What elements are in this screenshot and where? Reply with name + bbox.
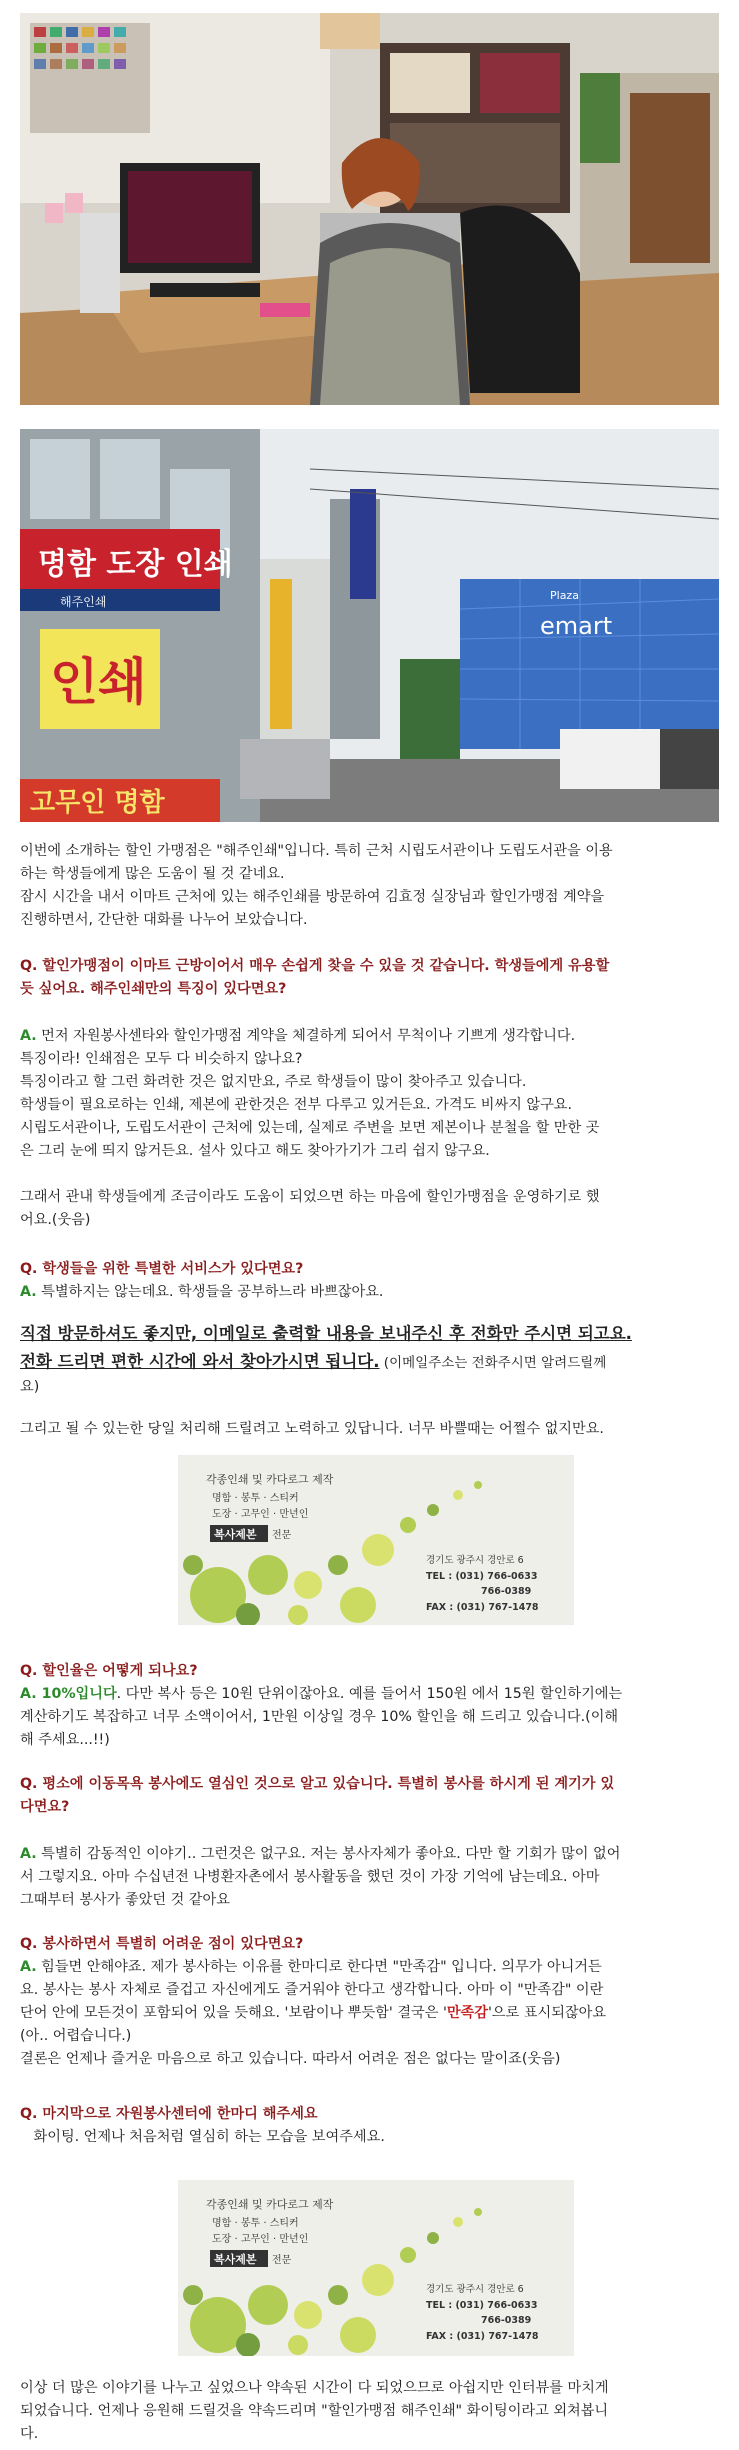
a-text: 특별하지는 않는데요. 학생들을 공부하느라 바쁘잖아요. (36, 1284, 384, 1300)
contact-note: (이메일주소는 전화주시면 알려드릴께 (379, 1355, 607, 1371)
card-line: 명함 · 봉투 · 스티커 (212, 2218, 299, 2229)
sign-emart: emart (540, 612, 613, 640)
a-text: '으로 표시되잖아요 (487, 2005, 607, 2021)
card-tel: 766-0389 (481, 1586, 532, 1597)
question-1 (20, 955, 722, 1001)
office-photo-illustration (20, 13, 719, 405)
card-tel-label: TEL : (426, 1571, 456, 1582)
card-tel: (031) 766-0633 (455, 2300, 538, 2311)
a-text: . 다만 복사 등은 10원 단위이잖아요. 예를 들어서 150원 에서 15원 할인하기에는 (116, 1686, 623, 1702)
same-day-text: 그리고 될 수 있는한 당일 처리해 드릴려고 노력하고 있답니다. 너무 바쁠때는 어쩔수 없지만요. (20, 1421, 604, 1437)
question-2 (20, 1258, 722, 1304)
card-address: 경기도 광주시 경안로 6 (426, 2284, 524, 2295)
svg-text:FAX : (031) 767-1478 (426, 2331, 539, 2342)
intro-paragraph (20, 840, 722, 932)
a-text: 결론은 언제나 즐거운 마음으로 하고 있습니다. 따라서 어려운 점은 없다는 말이죠(웃음) (20, 2051, 561, 2067)
intro-line: 하는 학생들에게 많은 도움이 될 것 같네요. (20, 866, 285, 882)
q-prefix: Q. (20, 1936, 38, 1952)
card-badge: 복사제본 (214, 2253, 257, 2266)
business-card-image (178, 1455, 574, 1625)
a-text: 단어 안에 모든것이 포함되어 있을 듯해요. '보람이나 뿌듯함' 결국은 ' (20, 2005, 447, 2021)
a-prefix: A. (20, 1028, 37, 1044)
business-card (178, 2180, 574, 2356)
a-text: 학생들이 필요로하는 인쇄, 제본에 관한것은 전부 다루고 있거든요. 가격도 비싸지 않구요. (20, 1097, 573, 1113)
same-day-paragraph (20, 1418, 722, 1441)
a-text: 요. 봉사는 봉사 자체로 즐겁고 자신에게도 즐거워야 한다고 생각합니다. 아마 이 "만족감" 이란 (20, 1982, 604, 1998)
business-card (178, 1455, 574, 1625)
a-text: 계산하기도 복잡하고 너무 소액이어서, 1만원 이상일 경우 10% 할인을 해 드리고 있습니다.(이해 (20, 1709, 619, 1725)
q-text: 봉사하면서 특별히 어려운 점이 있다면요? (37, 1936, 304, 1952)
card-address: 경기도 광주시 경안로 6 (426, 1555, 524, 1566)
card-line: 명함 · 봉투 · 스티커 (212, 1493, 299, 1504)
card-tel: 766-0389 (481, 2315, 532, 2326)
a-text: 힘들면 안해야죠. 제가 봉사하는 이유를 한마디로 한다면 "만족감" 입니다. 의무가 아니거든 (36, 1959, 602, 1975)
card-fax-label: FAX : (426, 1602, 457, 1613)
a-text: 먼저 자원봉사센타와 할인가맹점 계약을 체결하게 되어서 무척이나 기쁘게 생각합니다. (36, 1028, 576, 1044)
q-prefix: Q. (20, 958, 38, 974)
intro-line: 이번에 소개하는 할인 가맹점은 "해주인쇄"입니다. 특히 근처 시립도서관이나 도립도서관을 이용 (20, 843, 613, 859)
contact-note: 요) (20, 1379, 40, 1395)
office-photo (20, 13, 719, 405)
card-line: 도장 · 고무인 · 만년인 (212, 1509, 309, 1520)
closing-line: 다. (20, 2426, 39, 2442)
q-prefix: Q. (20, 1663, 38, 1679)
a-text: 어요.(웃음) (20, 1212, 91, 1228)
contact-highlight: 전화 드리면 편한 시간에 와서 찾아가시면 됩니다. (20, 1352, 380, 1371)
a-prefix: A. (20, 1959, 37, 1975)
closing-line: 이상 더 많은 이야기를 나누고 싶었으나 약속된 시간이 다 되었으므로 아쉽지만 인터뷰를 마치게 (20, 2380, 609, 2396)
a-text: 특징이라! 인쇄점은 모두 다 비슷하지 않나요? (20, 1051, 303, 1067)
sign-big: 인쇄 (50, 653, 147, 711)
a-text: 은 그리 눈에 띄지 않거든요. 설사 있다고 해도 찾아가기가 그리 쉽지 않구요. (20, 1143, 490, 1159)
closing-paragraph (20, 2377, 722, 2446)
a-text: (아.. 어렵습니다.) (20, 2028, 132, 2044)
q-text: 마지막으로 자원봉사센터에 한마디 해주세요 (37, 2106, 318, 2122)
card-title: 각종인쇄 및 카다로그 제작 (206, 1473, 334, 1486)
sign-plaza: Plaza (550, 589, 579, 602)
card-badge: 복사제본 (214, 1528, 257, 1541)
card-fax: (031) 767-1478 (456, 1602, 539, 1613)
closing-line: 되었습니다. 언제나 응원해 드릴것을 약속드리며 "할인가맹점 해주인쇄" 화이팅이라고 외쳐봅니 (20, 2403, 609, 2419)
discount-rate: 10%입니다 (36, 1686, 117, 1702)
a-text: 그때부터 봉사가 좋았던 것 같아요 (20, 1892, 230, 1908)
svg-text:TEL : (031) 766-0633 (426, 2300, 537, 2311)
card-fax: (031) 767-1478 (456, 2331, 539, 2342)
q-prefix: Q. (20, 1776, 38, 1792)
card-tel-label: TEL : (426, 2300, 456, 2311)
q-text: 학생들을 위한 특별한 서비스가 있다면요? (37, 1261, 304, 1277)
card-line: 도장 · 고무인 · 만년인 (212, 2234, 309, 2245)
a-text: 특별히 감동적인 이야기.. 그런것은 없구요. 저는 봉사자체가 좋아요. 다만 할 기회가 많이 없어 (36, 1846, 621, 1862)
svg-text:TEL : (031) 766-0633 (426, 1571, 537, 1582)
sign-sub: 해주인쇄 (60, 595, 107, 609)
q-prefix: Q. (20, 2106, 38, 2122)
sign-main: 명함 도장 인쇄 (38, 547, 233, 582)
street-photo-illustration (20, 429, 719, 822)
card-title: 각종인쇄 및 카다로그 제작 (206, 2198, 334, 2211)
a-text: 해 주세요...!!) (20, 1732, 110, 1748)
q-prefix: Q. (20, 1261, 38, 1277)
card-badge-suffix: 전문 (272, 2255, 292, 2266)
a-prefix: A. (20, 1686, 37, 1702)
q-text: 듯 싶어요. 해주인쇄만의 특징이 있다면요? (20, 981, 287, 997)
card-fax-label: FAX : (426, 2331, 457, 2342)
intro-line: 잠시 시간을 내서 이마트 근처에 있는 해주인쇄를 방문하여 김효정 실장님과 할인가맹점 계약을 (20, 889, 605, 905)
q-text: 평소에 이동목욕 봉사에도 열심인 것으로 알고 있습니다. 특별히 봉사를 하시게 된 계기가 있 (37, 1776, 615, 1792)
svg-text:FAX : (031) 767-1478 (426, 1602, 539, 1613)
q-text: 할인가맹점이 이마트 근방이어서 매우 손쉽게 찾을 수 있을 것 같습니다. 학생들에게 유용할 (37, 958, 610, 974)
contact-paragraph (20, 1320, 722, 1399)
a-text: 시립도서관이나, 도립도서관이 근처에 있는데, 실제로 주변을 보면 제본이나 분철을 할 만한 곳 (20, 1120, 600, 1136)
card-tel: (031) 766-0633 (455, 1571, 538, 1582)
satisfaction-keyword: 만족감 (446, 2005, 488, 2021)
intro-line: 진행하면서, 간단한 대화를 나누어 보았습니다. (20, 912, 308, 928)
contact-highlight: 직접 방문하셔도 좋지만, 이메일로 출력할 내용을 보내주신 후 전화만 주시면 되고요. (20, 1324, 632, 1343)
card-badge-suffix: 전문 (272, 1530, 292, 1541)
question-3 (20, 1660, 722, 1752)
a-text: 서 그렇지요. 아마 수십년전 나병환자촌에서 봉사활동을 했던 것이 가장 기억에 남는데요. 아마 (20, 1869, 600, 1885)
a-text: 화이팅. 언제나 처음처럼 열심히 하는 모습을 보여주세요. (20, 2129, 385, 2145)
sign-bottom: 고무인 명함 (30, 788, 165, 818)
business-card-image (178, 2180, 574, 2356)
a-prefix: A. (20, 1846, 37, 1862)
q-text: 다면요? (20, 1799, 70, 1815)
a-prefix: A. (20, 1284, 37, 1300)
question-6 (20, 2103, 722, 2149)
answer-4 (20, 1843, 722, 1912)
street-photo (20, 429, 719, 822)
question-4 (20, 1773, 722, 1819)
a-text: 특징이라고 할 그런 화려한 것은 없지만요, 주로 학생들이 많이 찾아주고 있습니다. (20, 1074, 527, 1090)
answer-1 (20, 1025, 722, 1232)
a-text: 그래서 관내 학생들에게 조금이라도 도움이 되었으면 하는 마음에 할인가맹점을 운영하기로 했 (20, 1189, 600, 1205)
question-5 (20, 1933, 722, 2071)
q-text: 할인율은 어떻게 되나요? (37, 1663, 198, 1679)
